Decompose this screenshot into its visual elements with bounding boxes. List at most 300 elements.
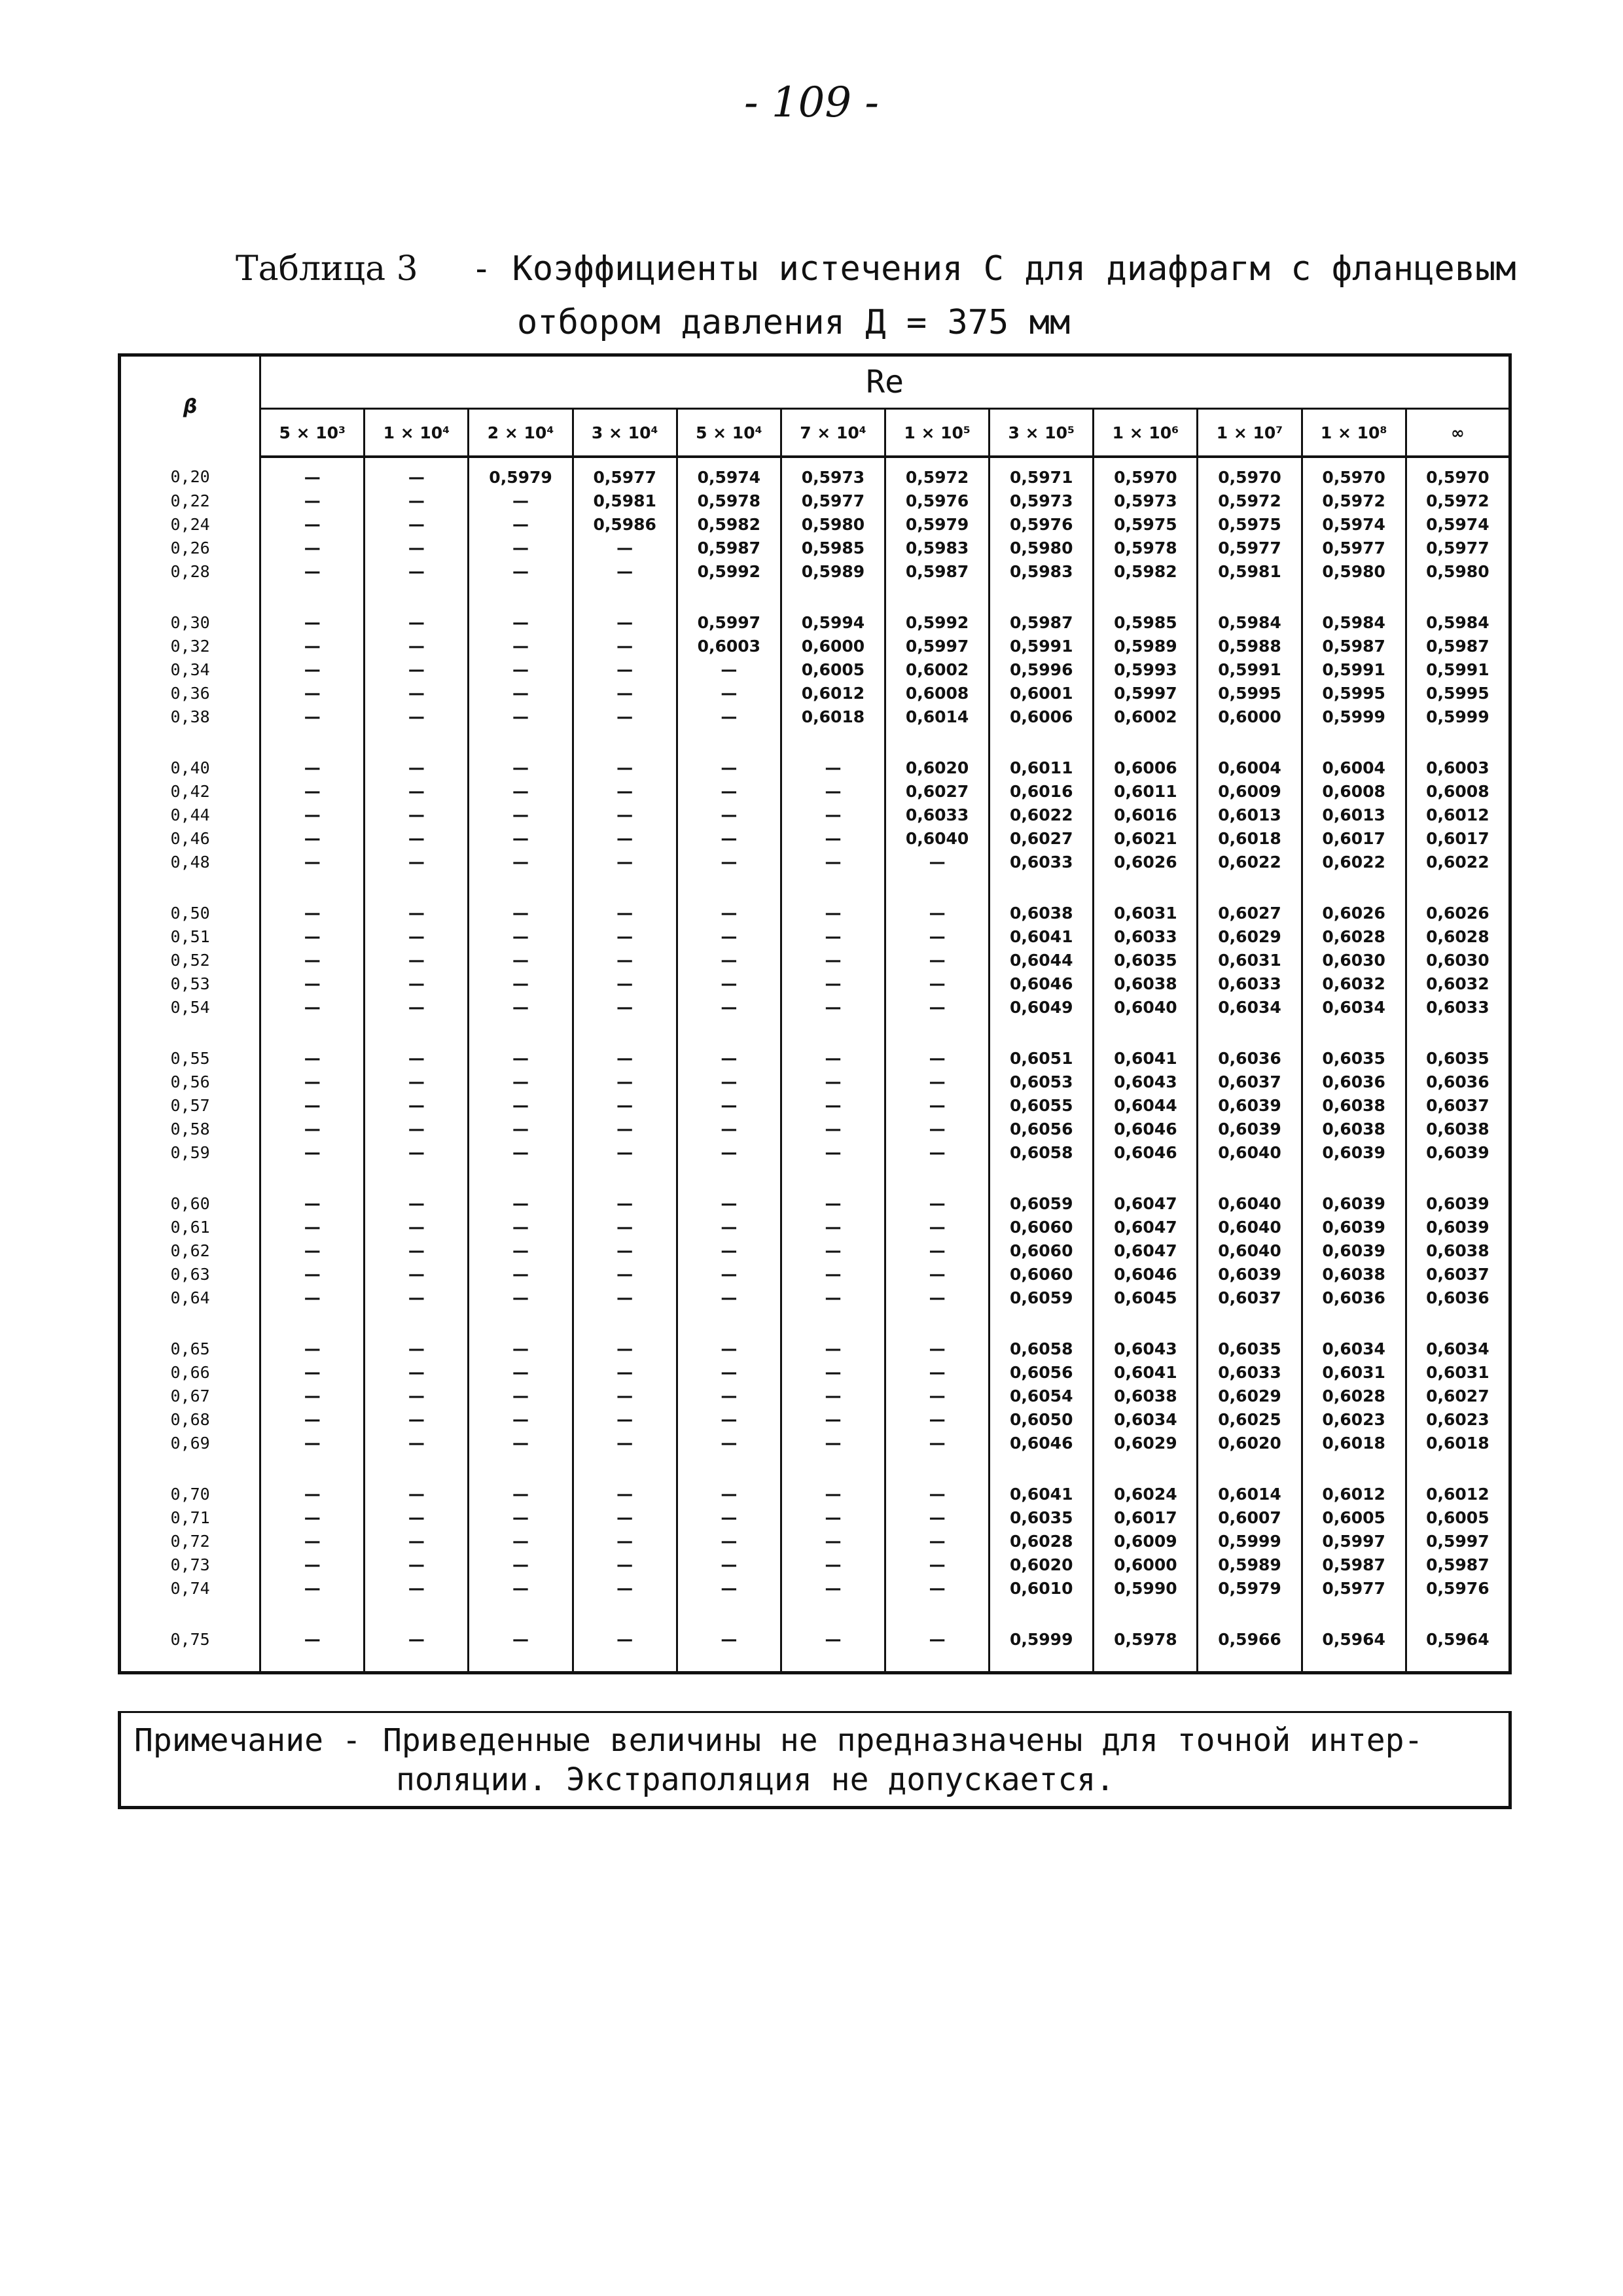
value-cell: 0,6014 (885, 705, 990, 729)
value-cell: 0,6039 (1302, 1192, 1406, 1216)
spacer-cell (990, 584, 1094, 611)
value-cell: 0,6012 (1302, 1483, 1406, 1506)
value-cell: — (781, 756, 885, 780)
value-cell: — (885, 1506, 990, 1530)
beta-cell: 0,62 (120, 1239, 260, 1263)
beta-cell: 0,75 (120, 1628, 260, 1651)
value-cell: 0,6003 (677, 635, 781, 658)
value-cell: 0,6011 (990, 756, 1094, 780)
table-row (120, 1530, 1510, 1553)
value-cell: — (260, 457, 365, 489)
value-cell: 0,6044 (1094, 1094, 1198, 1118)
value-cell: — (677, 705, 781, 729)
value-cell: 0,5972 (885, 457, 990, 489)
column-header: 1 × 10⁷ (1198, 409, 1302, 457)
value-cell: 0,6045 (1094, 1286, 1198, 1310)
column-header: 2 × 10⁴ (469, 409, 573, 457)
spacer-cell (573, 584, 677, 611)
spacer-cell (120, 1600, 260, 1628)
value-cell: — (260, 705, 365, 729)
beta-cell: 0,63 (120, 1263, 260, 1286)
value-cell: — (573, 804, 677, 827)
spacer-cell (1302, 1651, 1406, 1673)
value-cell: — (365, 658, 469, 682)
spacer-cell (365, 584, 469, 611)
value-cell: 0,6040 (1198, 1239, 1302, 1263)
value-cell: — (573, 1506, 677, 1530)
value-cell: — (469, 1577, 573, 1600)
table-row (120, 1216, 1510, 1239)
value-cell: 0,6039 (1406, 1141, 1510, 1165)
value-cell: 0,6029 (1198, 1385, 1302, 1408)
beta-cell: 0,30 (120, 611, 260, 635)
value-cell: 0,6046 (1094, 1141, 1198, 1165)
spacer-cell (120, 729, 260, 756)
value-cell: 0,6027 (1406, 1385, 1510, 1408)
value-cell: — (573, 560, 677, 584)
value-cell: — (781, 1141, 885, 1165)
value-cell: — (781, 1628, 885, 1651)
spacer-cell (885, 874, 990, 902)
value-cell: — (781, 1577, 885, 1600)
value-cell: — (573, 1385, 677, 1408)
value-cell: — (365, 1141, 469, 1165)
value-cell: — (365, 1432, 469, 1455)
value-cell: — (365, 682, 469, 705)
table-row (120, 658, 1510, 682)
value-cell: — (885, 1337, 990, 1361)
value-cell: — (573, 949, 677, 972)
value-cell: 0,6034 (1302, 996, 1406, 1019)
value-cell: — (677, 1408, 781, 1432)
value-cell: 0,6028 (1406, 925, 1510, 949)
value-cell: — (573, 1361, 677, 1385)
spacer-cell (469, 729, 573, 756)
value-cell: 0,6058 (990, 1141, 1094, 1165)
value-cell: 0,6000 (1094, 1553, 1198, 1577)
value-cell: 0,5978 (1094, 1628, 1198, 1651)
value-cell: 0,5979 (469, 457, 573, 489)
value-cell: 0,5991 (1406, 658, 1510, 682)
value-cell: 0,6032 (1302, 972, 1406, 996)
spacer-cell (1094, 1019, 1198, 1047)
value-cell: — (469, 1216, 573, 1239)
group-spacer (120, 1651, 1510, 1673)
note (118, 1711, 1512, 1809)
value-cell: — (677, 1141, 781, 1165)
spacer-cell (990, 1165, 1094, 1192)
spacer-cell (260, 1165, 365, 1192)
value-cell: — (677, 925, 781, 949)
value-cell: — (677, 1286, 781, 1310)
value-cell: — (573, 756, 677, 780)
value-cell: — (365, 537, 469, 560)
value-cell: — (260, 1432, 365, 1455)
value-cell: — (885, 1070, 990, 1094)
value-cell: 0,6038 (1406, 1239, 1510, 1263)
spacer-cell (120, 1019, 260, 1047)
value-cell: 0,5964 (1302, 1628, 1406, 1651)
value-cell: 0,5977 (1302, 1577, 1406, 1600)
value-cell: 0,6018 (1198, 827, 1302, 851)
spacer-cell (677, 1600, 781, 1628)
value-cell: — (573, 1141, 677, 1165)
spacer-cell (1094, 1310, 1198, 1337)
value-cell: — (469, 851, 573, 874)
spacer-cell (990, 1455, 1094, 1483)
value-cell: 0,6034 (1406, 1337, 1510, 1361)
group-spacer (120, 729, 1510, 756)
value-cell: 0,6020 (1198, 1432, 1302, 1455)
spacer-cell (885, 1310, 990, 1337)
value-cell: 0,5999 (1198, 1530, 1302, 1553)
value-cell: 0,6054 (990, 1385, 1094, 1408)
value-cell: 0,5993 (1094, 658, 1198, 682)
value-cell: 0,5999 (1302, 705, 1406, 729)
spacer-cell (120, 1455, 260, 1483)
value-cell: 0,6006 (990, 705, 1094, 729)
value-cell: 0,6012 (1406, 1483, 1510, 1506)
value-cell: 0,6046 (1094, 1263, 1198, 1286)
spacer-cell (120, 1651, 260, 1673)
spacer-cell (1406, 1019, 1510, 1047)
value-cell: — (469, 827, 573, 851)
value-cell: 0,6030 (1406, 949, 1510, 972)
value-cell: — (260, 537, 365, 560)
value-cell: 0,6039 (1302, 1239, 1406, 1263)
value-cell: 0,6016 (990, 780, 1094, 804)
spacer-cell (677, 874, 781, 902)
spacer-cell (365, 729, 469, 756)
value-cell: 0,5966 (1198, 1628, 1302, 1651)
value-cell: — (365, 1361, 469, 1385)
group-spacer (120, 584, 1510, 611)
spacer-cell (365, 1600, 469, 1628)
beta-cell: 0,66 (120, 1361, 260, 1385)
value-cell: — (260, 1192, 365, 1216)
value-cell: 0,5991 (1302, 658, 1406, 682)
value-cell: — (365, 1047, 469, 1070)
value-cell: — (781, 1506, 885, 1530)
column-header: 1 × 10⁵ (885, 409, 990, 457)
value-cell: — (260, 1337, 365, 1361)
value-cell: — (469, 804, 573, 827)
value-cell: — (365, 513, 469, 537)
beta-cell: 0,70 (120, 1483, 260, 1506)
table-row (120, 1094, 1510, 1118)
value-cell: 0,6033 (990, 851, 1094, 874)
value-cell: — (677, 658, 781, 682)
value-cell: 0,6031 (1198, 949, 1302, 972)
value-cell: — (260, 902, 365, 925)
table-row (120, 1192, 1510, 1216)
beta-cell: 0,46 (120, 827, 260, 851)
value-cell: 0,5980 (1302, 560, 1406, 584)
value-cell: 0,6029 (1198, 925, 1302, 949)
beta-cell: 0,26 (120, 537, 260, 560)
value-cell: 0,5997 (677, 611, 781, 635)
spacer-cell (1094, 729, 1198, 756)
value-cell: — (885, 1094, 990, 1118)
value-cell: 0,6051 (990, 1047, 1094, 1070)
value-cell: 0,5981 (573, 489, 677, 513)
value-cell: 0,6033 (885, 804, 990, 827)
value-cell: — (365, 1286, 469, 1310)
value-cell: — (781, 972, 885, 996)
value-cell: — (573, 1216, 677, 1239)
value-cell: 0,6058 (990, 1337, 1094, 1361)
value-cell: — (469, 902, 573, 925)
spacer-cell (1198, 1600, 1302, 1628)
table-row (120, 1385, 1510, 1408)
table-row (120, 1628, 1510, 1651)
value-cell: 0,6027 (1198, 902, 1302, 925)
value-cell: 0,6039 (1198, 1094, 1302, 1118)
value-cell: — (469, 1337, 573, 1361)
column-header: 1 × 10⁸ (1302, 409, 1406, 457)
beta-cell: 0,69 (120, 1432, 260, 1455)
spacer-cell (365, 1651, 469, 1673)
note-label: Примечание - (134, 1722, 361, 1759)
spacer-cell (260, 874, 365, 902)
value-cell: — (677, 1263, 781, 1286)
value-cell: 0,5971 (990, 457, 1094, 489)
value-cell: — (469, 1141, 573, 1165)
value-cell: — (885, 949, 990, 972)
spacer-cell (120, 874, 260, 902)
value-cell: 0,5972 (1198, 489, 1302, 513)
value-cell: 0,5977 (1406, 537, 1510, 560)
table-row (120, 827, 1510, 851)
value-cell: 0,5970 (1198, 457, 1302, 489)
value-cell: — (260, 804, 365, 827)
value-cell: 0,5973 (1094, 489, 1198, 513)
spacer-cell (1302, 874, 1406, 902)
value-cell: 0,6036 (1198, 1047, 1302, 1070)
spacer-cell (1094, 1600, 1198, 1628)
spacer-cell (1302, 1600, 1406, 1628)
value-cell: — (260, 996, 365, 1019)
value-cell: 0,6034 (1094, 1408, 1198, 1432)
value-cell: — (260, 1141, 365, 1165)
value-cell: — (781, 1094, 885, 1118)
value-cell: — (469, 560, 573, 584)
spacer-cell (260, 1651, 365, 1673)
value-cell: — (469, 1263, 573, 1286)
table-row (120, 780, 1510, 804)
value-cell: — (365, 1118, 469, 1141)
column-header: 3 × 10⁴ (573, 409, 677, 457)
spacer-cell (990, 1019, 1094, 1047)
spacer-cell (573, 1600, 677, 1628)
value-cell: 0,6000 (1198, 705, 1302, 729)
value-cell: 0,6041 (990, 925, 1094, 949)
value-cell: — (885, 1628, 990, 1651)
value-cell: — (573, 1263, 677, 1286)
value-cell: — (365, 996, 469, 1019)
value-cell: 0,6027 (885, 780, 990, 804)
value-cell: 0,6004 (1302, 756, 1406, 780)
value-cell: — (365, 804, 469, 827)
value-cell: 0,6035 (1094, 949, 1198, 972)
spacer-cell (885, 1651, 990, 1673)
value-cell: — (469, 1239, 573, 1263)
value-cell: — (573, 902, 677, 925)
table-row (120, 804, 1510, 827)
value-cell: 0,6056 (990, 1118, 1094, 1141)
beta-cell: 0,36 (120, 682, 260, 705)
value-cell: — (365, 902, 469, 925)
value-cell: 0,5995 (1406, 682, 1510, 705)
beta-cell: 0,48 (120, 851, 260, 874)
value-cell: — (260, 1628, 365, 1651)
spacer-cell (1198, 1310, 1302, 1337)
column-header: 7 × 10⁴ (781, 409, 885, 457)
spacer-cell (1198, 1455, 1302, 1483)
value-cell: 0,5982 (677, 513, 781, 537)
value-cell: — (469, 1361, 573, 1385)
value-cell: 0,5992 (885, 611, 990, 635)
value-cell: — (469, 1530, 573, 1553)
value-cell: — (365, 972, 469, 996)
table-row (120, 457, 1510, 489)
spacer-cell (990, 1651, 1094, 1673)
spacer-cell (1406, 1651, 1510, 1673)
value-cell: — (365, 851, 469, 874)
value-cell: — (365, 1506, 469, 1530)
value-cell: — (365, 1192, 469, 1216)
value-cell: — (260, 925, 365, 949)
value-cell: — (573, 1337, 677, 1361)
beta-cell: 0,61 (120, 1216, 260, 1239)
value-cell: 0,5992 (677, 560, 781, 584)
spacer-cell (1406, 729, 1510, 756)
value-cell: 0,5987 (1406, 1553, 1510, 1577)
spacer-cell (1302, 584, 1406, 611)
value-cell: — (469, 513, 573, 537)
value-cell: 0,6033 (1094, 925, 1198, 949)
value-cell: 0,6037 (1198, 1286, 1302, 1310)
spacer-cell (885, 729, 990, 756)
value-cell: 0,5977 (573, 457, 677, 489)
value-cell: — (469, 1432, 573, 1455)
value-cell: 0,6038 (990, 902, 1094, 925)
spacer-cell (1094, 1455, 1198, 1483)
value-cell: — (885, 1483, 990, 1506)
value-cell: 0,5991 (990, 635, 1094, 658)
spacer-cell (781, 1600, 885, 1628)
table-row (120, 560, 1510, 584)
value-cell: 0,6009 (1094, 1530, 1198, 1553)
value-cell: 0,6060 (990, 1263, 1094, 1286)
value-cell: 0,6016 (1094, 804, 1198, 827)
value-cell: — (781, 902, 885, 925)
beta-cell: 0,71 (120, 1506, 260, 1530)
value-cell: — (781, 1263, 885, 1286)
value-cell: — (885, 1577, 990, 1600)
value-cell: — (781, 1553, 885, 1577)
value-cell: 0,5976 (1406, 1577, 1510, 1600)
spacer-cell (1302, 1165, 1406, 1192)
table-row (120, 1263, 1510, 1286)
value-cell: — (885, 1553, 990, 1577)
value-cell: — (573, 851, 677, 874)
value-cell: — (260, 1118, 365, 1141)
value-cell: 0,6055 (990, 1094, 1094, 1118)
value-cell: — (573, 925, 677, 949)
value-cell: — (260, 851, 365, 874)
value-cell: — (573, 972, 677, 996)
value-cell: — (573, 1577, 677, 1600)
note-line-2: поляции. Экстраполяция не допускается. (396, 1761, 1115, 1798)
value-cell: — (677, 756, 781, 780)
value-cell: 0,5999 (990, 1628, 1094, 1651)
value-cell: — (365, 705, 469, 729)
value-cell: — (781, 780, 885, 804)
beta-cell: 0,65 (120, 1337, 260, 1361)
value-cell: 0,6026 (1406, 902, 1510, 925)
value-cell: 0,6033 (1198, 972, 1302, 996)
value-cell: — (885, 1432, 990, 1455)
value-cell: — (781, 851, 885, 874)
value-cell: — (885, 902, 990, 925)
value-cell: 0,6059 (990, 1192, 1094, 1216)
value-cell: 0,6035 (990, 1506, 1094, 1530)
value-cell: 0,6022 (990, 804, 1094, 827)
spacer-cell (1406, 874, 1510, 902)
spacer-cell (469, 1600, 573, 1628)
value-cell: — (260, 949, 365, 972)
table-title (236, 242, 1518, 349)
value-cell: — (365, 1483, 469, 1506)
spacer-cell (469, 1310, 573, 1337)
value-cell: — (677, 1361, 781, 1385)
value-cell: 0,5997 (1094, 682, 1198, 705)
value-cell: 0,6040 (1094, 996, 1198, 1019)
beta-cell: 0,55 (120, 1047, 260, 1070)
value-cell: — (677, 827, 781, 851)
value-cell: — (573, 1239, 677, 1263)
value-cell: 0,6017 (1406, 827, 1510, 851)
spacer-cell (781, 1455, 885, 1483)
column-header: 1 × 10⁴ (365, 409, 469, 457)
value-cell: — (365, 1216, 469, 1239)
value-cell: 0,6020 (990, 1553, 1094, 1577)
value-cell: 0,6013 (1198, 804, 1302, 827)
value-cell: 0,6039 (1302, 1141, 1406, 1165)
value-cell: 0,6013 (1302, 804, 1406, 827)
value-cell: 0,6024 (1094, 1483, 1198, 1506)
beta-cell: 0,64 (120, 1286, 260, 1310)
spacer-cell (990, 1600, 1094, 1628)
spacer-cell (260, 1310, 365, 1337)
value-cell: — (885, 996, 990, 1019)
spacer-cell (885, 584, 990, 611)
value-cell: — (677, 1118, 781, 1141)
table-row (120, 1118, 1510, 1141)
spacer-cell (1302, 1455, 1406, 1483)
table-row (120, 851, 1510, 874)
value-cell: — (677, 851, 781, 874)
value-cell: 0,6006 (1094, 756, 1198, 780)
value-cell: 0,6017 (1094, 1506, 1198, 1530)
beta-cell: 0,42 (120, 780, 260, 804)
spacer-cell (781, 874, 885, 902)
value-cell: 0,5978 (677, 489, 781, 513)
value-cell: 0,6046 (990, 972, 1094, 996)
value-cell: 0,6039 (1198, 1263, 1302, 1286)
value-cell: — (260, 1483, 365, 1506)
